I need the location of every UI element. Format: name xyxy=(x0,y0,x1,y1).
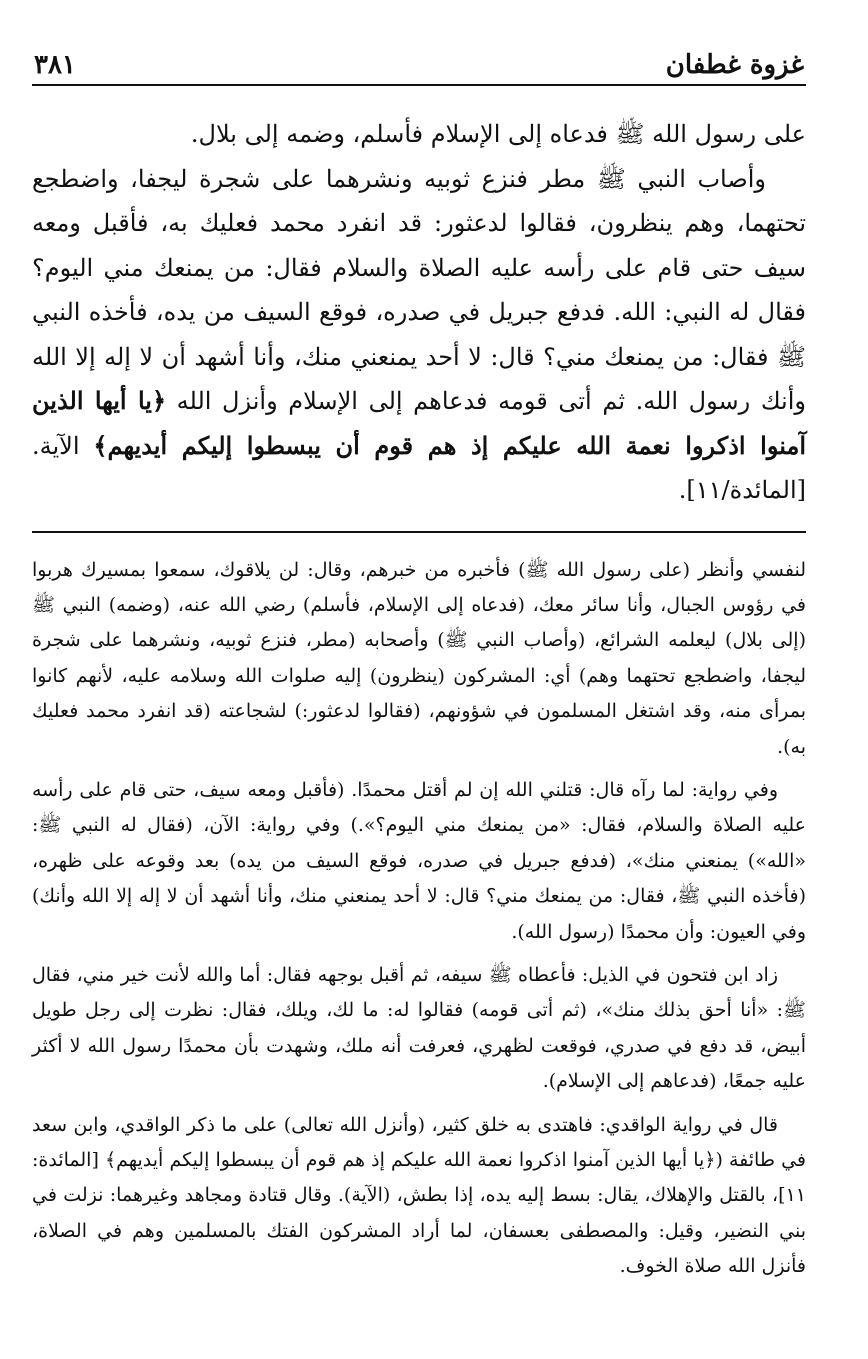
commentary-paragraph-3: زاد ابن فتحون في الذيل: فأعطاه ﷺ سيفه، ثم أقبل بوجهه فقال: أما والله لأنت خير مني، فقال ﷺ: «أنا أحق بذلك منك»، (ثم أتى قومه) فقالوا له: ما لك، ويلك، فقال: نظرت إلى رجل طويل أبيض، قد دفع في صدري، فوقعت لظهري، فعرفت أنه ملك، وشهدت بأن محمدًا رسول الله لا أكثر عليه جمعًا، (فدعاهم إلى الإسلام). xyxy=(32,963,806,1093)
quran-verse: ﴿يا أيها الذين آمنوا اذكروا نعمة الله عليكم إذ هم قوم أن يبسطوا إليكم أيديهم﴾ xyxy=(32,386,806,460)
main-paragraph-2 xyxy=(32,157,806,513)
main-paragraph-2-text: وأصاب النبي ﷺ مطر فنزع ثوبيه ونشرهما على شجرة ليجفا، واضطجع تحتهما، وهم ينظرون، فقالوا لدعثور: قد انفرد محمد فعليك به، فأقبل ومعه سيف حتى قام على رأسه عليه الصلاة والسلام فقال: من يمنعك مني اليوم؟ فقال له النبي: الله. فدفع جبريل في صدره، فوقع السيف من يده، فأخذه النبي ﷺ فقال: من يمنعك مني؟ قال: لا أحد يمنعني منك، وأنا أشهد أن لا إله إلا الله وأنك رسول الله. ثم أتى قومه فدعاهم إلى الإسلام وأنزل الله xyxy=(32,164,806,415)
footnote-separator xyxy=(32,531,806,533)
commentary xyxy=(32,553,806,1285)
main-paragraph-1: على رسول الله ﷺ فدعاه إلى الإسلام فأسلم، وضمه إلى بلال. xyxy=(190,120,806,148)
commentary-paragraph-2: وفي رواية: لما رآه قال: قتلني الله إن لم أقتل محمدًا. (فأقبل ومعه سيف، حتى قام على رأسه عليه الصلاة والسلام، فقال: «من يمنعك مني اليوم؟».) وفي رواية: الآن، (فقال له النبي ﷺ: «الله») يمنعني منك»، (فدفع جبريل في صدره، فوقع السيف من يده) بعد وقوعه على ظهره، (فأخذه النبي ﷺ، فقال: من يمنعك مني؟ قال: لا أحد يمنعني منك، وأنا أشهد أن لا إله إلا الله وأنك) وفي العيون: وأن محمدًا (رسول الله). xyxy=(32,778,806,943)
page-header xyxy=(32,40,806,86)
verse-reference: الآية. [المائدة/١١]. xyxy=(32,431,806,504)
commentary-paragraph-4: قال في رواية الواقدي: فاهتدى به خلق كثير، (وأنزل الله تعالى) على ما ذكر الواقدي، وابن سعد في طائفة (﴿يا أيها الذين آمنوا اذكروا نعمة الله عليكم إذ هم قوم أن يبسطوا إليكم أيديهم﴾ [المائدة: ١١]، بالقتل والإهلاك، يقال: بسط إليه يده، إذا بطش، (الآية). وقال قتادة ومجاهد وغيرهما: نزلت في بني النضير، وقيل: والمصطفى بعسفان، لما أراد المشركون الفتك بالمسلمين وهم في الصلاة، فأنزل الله صلاة الخوف. xyxy=(32,1113,806,1278)
main-text xyxy=(32,112,806,513)
running-title: غزوة غطفان xyxy=(665,50,804,80)
page-number: ٣٨١ xyxy=(34,50,76,80)
commentary-paragraph-1: لنفسي وأنظر (على رسول الله ﷺ) فأخبره من خبرهم، وقال: لن يلاقوك، سمعوا بمسيرك هربوا في رؤوس الجبال، وأنا سائر معك، (فدعاه إلى الإسلام، فأسلم) رضي الله عنه، (وضمه) النبي ﷺ (إلى بلال) ليعلمه الشرائع، (وأصاب النبي ﷺ) وأصحابه (مطر، فنزع ثوبيه، ونشرهما على شجرة ليجفا، واضطجع تحتهما وهم) أي: المشركون (ينظرون) إليه صلوات الله وسلامه عليه، لأنهم كانوا بمرأى منه، وقد اشتغل المسلمون في شؤونهم، (فقالوا لدعثور:) لشجاعته (قد انفرد محمد فعليك به). xyxy=(32,558,806,758)
